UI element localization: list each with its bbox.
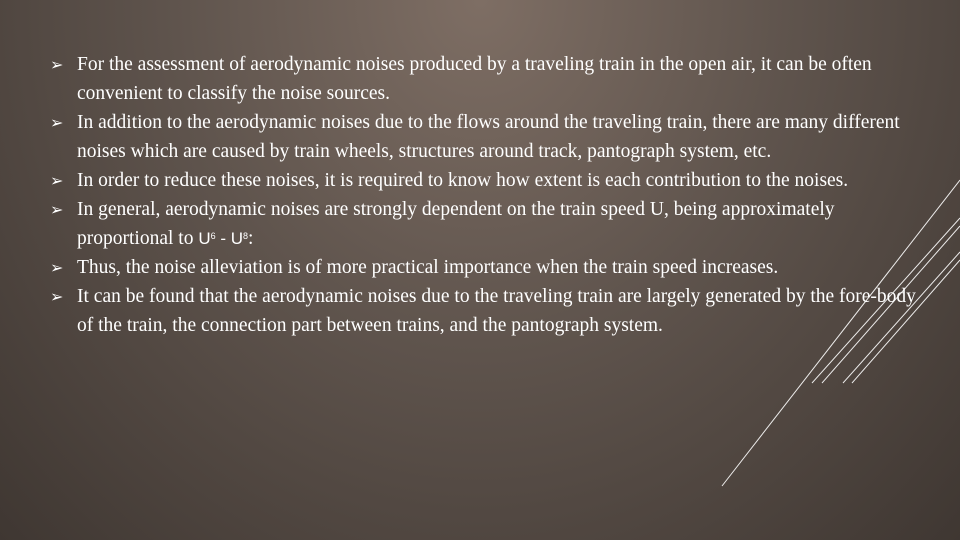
range-separator: - (215, 229, 231, 248)
bullet-text-5: Thus, the noise alleviation is of more practical importance when the train speed increases. (77, 257, 779, 278)
speed-symbol-u: U (198, 229, 211, 248)
bullet-item-6 (48, 282, 928, 340)
arrowhead-bullet-icon: ➢ (50, 171, 64, 190)
bullet-text-6: It can be found that the aerodynamic noises due to the traveling train are largely generated by the fore-body of the train, the connection part between trains, and the pantograph system. (77, 286, 916, 336)
bullet-text-3: In order to reduce these noises, it is required to know how extent is each contribution to the noises. (77, 170, 849, 191)
bullet-text-1: For the assessment of aerodynamic noises produced by a traveling train in the open air, it can be often convenient to classify the noise sources. (77, 54, 872, 104)
bullet-item-4 (48, 195, 928, 253)
bullet-text-4 (77, 199, 835, 249)
arrowhead-bullet-icon: ➢ (50, 55, 64, 74)
exponent-6: 6 (210, 231, 216, 241)
exponent-8: 8 (243, 231, 249, 241)
arrowhead-bullet-icon: ➢ (50, 287, 64, 306)
bullet-item-3 (48, 166, 928, 195)
bullet-text-4-after: : (248, 228, 254, 249)
speed-symbol-u: U (230, 229, 244, 248)
arrowhead-bullet-icon: ➢ (50, 258, 64, 277)
bullet-list (48, 50, 928, 340)
bullet-item-1 (48, 50, 928, 108)
bullet-item-2 (48, 108, 928, 166)
bullet-text-2: In addition to the aerodynamic noises due to the flows around the traveling train, there are many different noises which are caused by train wheels, structures around track, pantograph system, etc. (77, 112, 900, 162)
arrowhead-bullet-icon: ➢ (50, 113, 64, 132)
bullet-text-4-before: In general, aerodynamic noises are strongly dependent on the train speed U, being approximately proportional to (77, 199, 835, 249)
bullet-item-5 (48, 253, 928, 282)
arrowhead-bullet-icon: ➢ (50, 200, 64, 219)
